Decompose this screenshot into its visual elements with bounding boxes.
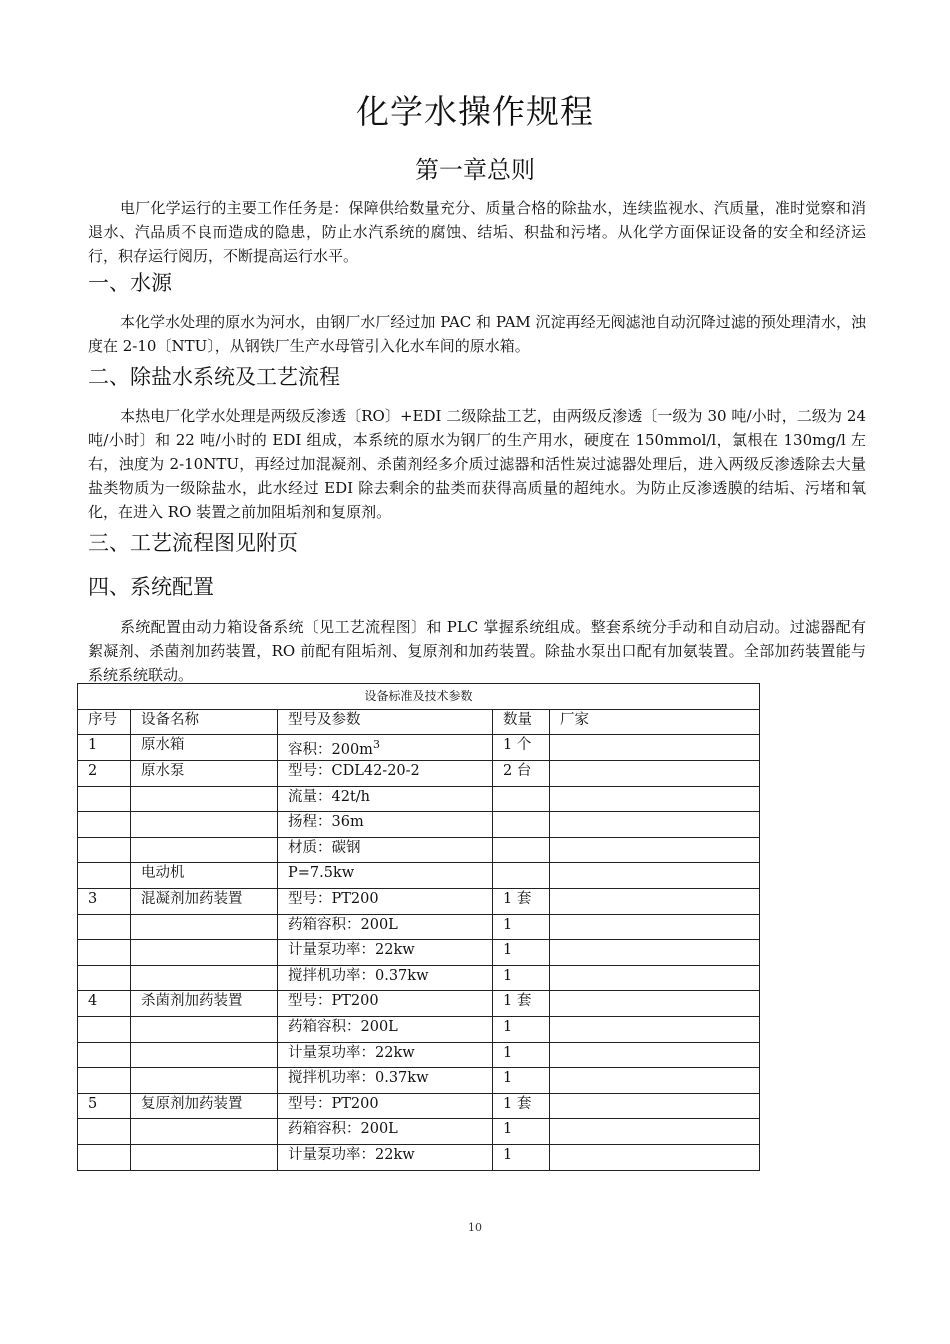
cell-qty [493, 837, 550, 863]
cell-qty: 1 套 [493, 1093, 550, 1119]
cell-maker [550, 1042, 760, 1068]
cell-index [78, 1016, 131, 1042]
cell-index: 2 [78, 761, 131, 787]
cell-maker [550, 1144, 760, 1170]
cell-maker [550, 837, 760, 863]
cell-params: 计量泵功率：22kw [278, 940, 493, 966]
header-manufacturer: 厂家 [550, 709, 760, 735]
cell-qty: 1 套 [493, 991, 550, 1017]
section-body-config: 系统配置由动力箱设备系统〔见工艺流程图〕和 PLC 掌握系统组成。整套系统分手动和自动启动。过滤器配有絮凝剂、杀菌剂加药装置，RO 前配有阻垢剂、复原剂和加药装置。除盐水泵出口配有加氨装置。全部加药装置能与系统系统联动。 [88, 618, 866, 684]
cell-index [78, 1042, 131, 1068]
cell-index [78, 786, 131, 812]
cell-name: 杀菌剂加药装置 [131, 991, 278, 1017]
section-body-desalination: 本热电厂化学水处理是两级反渗透〔RO〕+EDI 二级除盐工艺，由两级反渗透〔一级为 30 吨/小时，二级为 24 吨/小时〕和 22 吨/小时的 EDI 组成，本系统的原水为钢厂的生产用水，硬度在 150mmol/l，氯根在 130mg/l 左右，浊度为 2-10NTU，再经过加混凝剂、杀菌剂经多介质过滤器和活性炭过滤器处理后，进入两级反渗透除去大量盐类物质为一级除盐水，此水经过 EDI 除去剩余的盐类而获得高质量的超纯水。为防止反渗透膜的结垢、污堵和氧化，在进入 RO 装置之前加阻垢剂和复原剂。 [88, 407, 866, 521]
cell-params: 型号：PT200 [278, 1093, 493, 1119]
cell-index [78, 863, 131, 889]
section-heading-config: 四、系统配置 [88, 575, 214, 599]
table-row [78, 735, 760, 761]
cell-maker [550, 761, 760, 787]
table-row [78, 1144, 760, 1170]
cell-name [131, 965, 278, 991]
cell-params: 流量：42t/h [278, 786, 493, 812]
cell-qty: 1 [493, 1016, 550, 1042]
table-row [78, 1093, 760, 1119]
table-row [78, 888, 760, 914]
intro-paragraph: 电厂化学运行的主要工作任务是：保障供给数量充分、质量合格的除盐水，连续监视水、汽质量，准时觉察和消退水、汽品质不良而造成的隐患，防止水汽系统的腐蚀、结垢、积盐和污堵。从化学方面保证设备的安全和经济运行，积存运行阅历，不断提高运行水平。 [88, 199, 866, 265]
cell-qty: 1 [493, 914, 550, 940]
cell-index: 1 [78, 735, 131, 761]
cell-qty [493, 863, 550, 889]
cell-index: 5 [78, 1093, 131, 1119]
cell-params: 药箱容积：200L [278, 1016, 493, 1042]
cell-params: 型号：CDL42-20-2 [278, 761, 493, 787]
table-caption: 设备标准及技术参数 [78, 684, 760, 710]
cell-qty: 1 [493, 1042, 550, 1068]
table-row [78, 761, 760, 787]
cell-index [78, 1144, 131, 1170]
cell-maker [550, 965, 760, 991]
table-row [78, 1119, 760, 1145]
cell-index [78, 1119, 131, 1145]
cell-params: 药箱容积：200L [278, 1119, 493, 1145]
table-row [78, 940, 760, 966]
cell-params: P=7.5kw [278, 863, 493, 889]
cell-qty: 1 [493, 940, 550, 966]
cell-name [131, 914, 278, 940]
cell-params: 计量泵功率：22kw [278, 1042, 493, 1068]
section-heading-desalination: 二、除盐水系统及工艺流程 [88, 365, 340, 389]
table-row [78, 786, 760, 812]
cell-maker [550, 735, 760, 761]
table-header-row [78, 709, 760, 735]
table-row [78, 1016, 760, 1042]
cell-name [131, 1042, 278, 1068]
cell-maker [550, 888, 760, 914]
cell-params: 材质：碳钢 [278, 837, 493, 863]
table-row [78, 914, 760, 940]
cell-params: 计量泵功率：22kw [278, 1144, 493, 1170]
section-heading-flowchart: 三、工艺流程图见附页 [88, 531, 298, 555]
cell-index [78, 965, 131, 991]
cell-name: 电动机 [131, 863, 278, 889]
cell-params: 药箱容积：200L [278, 914, 493, 940]
cell-name [131, 1144, 278, 1170]
cell-maker [550, 914, 760, 940]
cell-params [278, 735, 493, 761]
cell-maker [550, 1016, 760, 1042]
cell-name: 混凝剂加药装置 [131, 888, 278, 914]
cell-name [131, 786, 278, 812]
cell-name: 原水泵 [131, 761, 278, 787]
section-body-water-source: 本化学水处理的原水为河水，由钢厂水厂经过加 PAC 和 PAM 沉淀再经无阀滤池自动沉降过滤的预处理清水，浊度在 2-10〔NTU〕，从钢铁厂生产水母管引入化水车间的原水箱。 [88, 313, 866, 355]
cell-name [131, 1119, 278, 1145]
cell-qty: 1 [493, 1068, 550, 1094]
table-row [78, 812, 760, 838]
cell-qty: 2 台 [493, 761, 550, 787]
header-quantity: 数量 [493, 709, 550, 735]
cell-maker [550, 1068, 760, 1094]
cell-params: 搅拌机功率：0.37kw [278, 1068, 493, 1094]
cell-qty: 1 [493, 1144, 550, 1170]
table-row [78, 991, 760, 1017]
cell-index [78, 812, 131, 838]
cell-name [131, 940, 278, 966]
table-row [78, 837, 760, 863]
cell-qty [493, 812, 550, 838]
page-number: 10 [468, 1221, 482, 1234]
cell-params: 搅拌机功率：0.37kw [278, 965, 493, 991]
chapter-title: 第一章总则 [415, 156, 535, 184]
cell-maker [550, 1119, 760, 1145]
cell-params: 型号：PT200 [278, 888, 493, 914]
cell-qty: 1 [493, 1119, 550, 1145]
cell-maker [550, 786, 760, 812]
cell-index [78, 914, 131, 940]
cell-index [78, 1068, 131, 1094]
cell-maker [550, 940, 760, 966]
cell-qty: 1 个 [493, 735, 550, 761]
header-index: 序号 [78, 709, 131, 735]
cell-index: 4 [78, 991, 131, 1017]
cell-name [131, 1016, 278, 1042]
cell-params: 型号：PT200 [278, 991, 493, 1017]
cell-qty: 1 [493, 965, 550, 991]
cell-qty [493, 786, 550, 812]
cell-qty: 1 套 [493, 888, 550, 914]
cell-params: 扬程：36m [278, 812, 493, 838]
cell-name: 复原剂加药装置 [131, 1093, 278, 1119]
superscript-three: 3 [372, 738, 380, 752]
equipment-table [77, 683, 760, 1171]
table-row [78, 863, 760, 889]
cell-index: 3 [78, 888, 131, 914]
cell-name [131, 812, 278, 838]
cell-name [131, 837, 278, 863]
table-row [78, 1042, 760, 1068]
section-heading-water-source: 一、水源 [88, 271, 172, 295]
table-caption-row [78, 684, 760, 710]
cell-maker [550, 991, 760, 1017]
cell-maker [550, 863, 760, 889]
document-title: 化学水操作规程 [356, 92, 594, 131]
table-row [78, 1068, 760, 1094]
cell-name [131, 1068, 278, 1094]
table-row [78, 965, 760, 991]
header-model-params: 型号及参数 [278, 709, 493, 735]
cell-maker [550, 812, 760, 838]
cell-index [78, 940, 131, 966]
cell-index [78, 837, 131, 863]
cell-name: 原水箱 [131, 735, 278, 761]
cell-maker [550, 1093, 760, 1119]
cell-params-text: 容积：200m [288, 742, 373, 759]
header-equipment-name: 设备名称 [131, 709, 278, 735]
